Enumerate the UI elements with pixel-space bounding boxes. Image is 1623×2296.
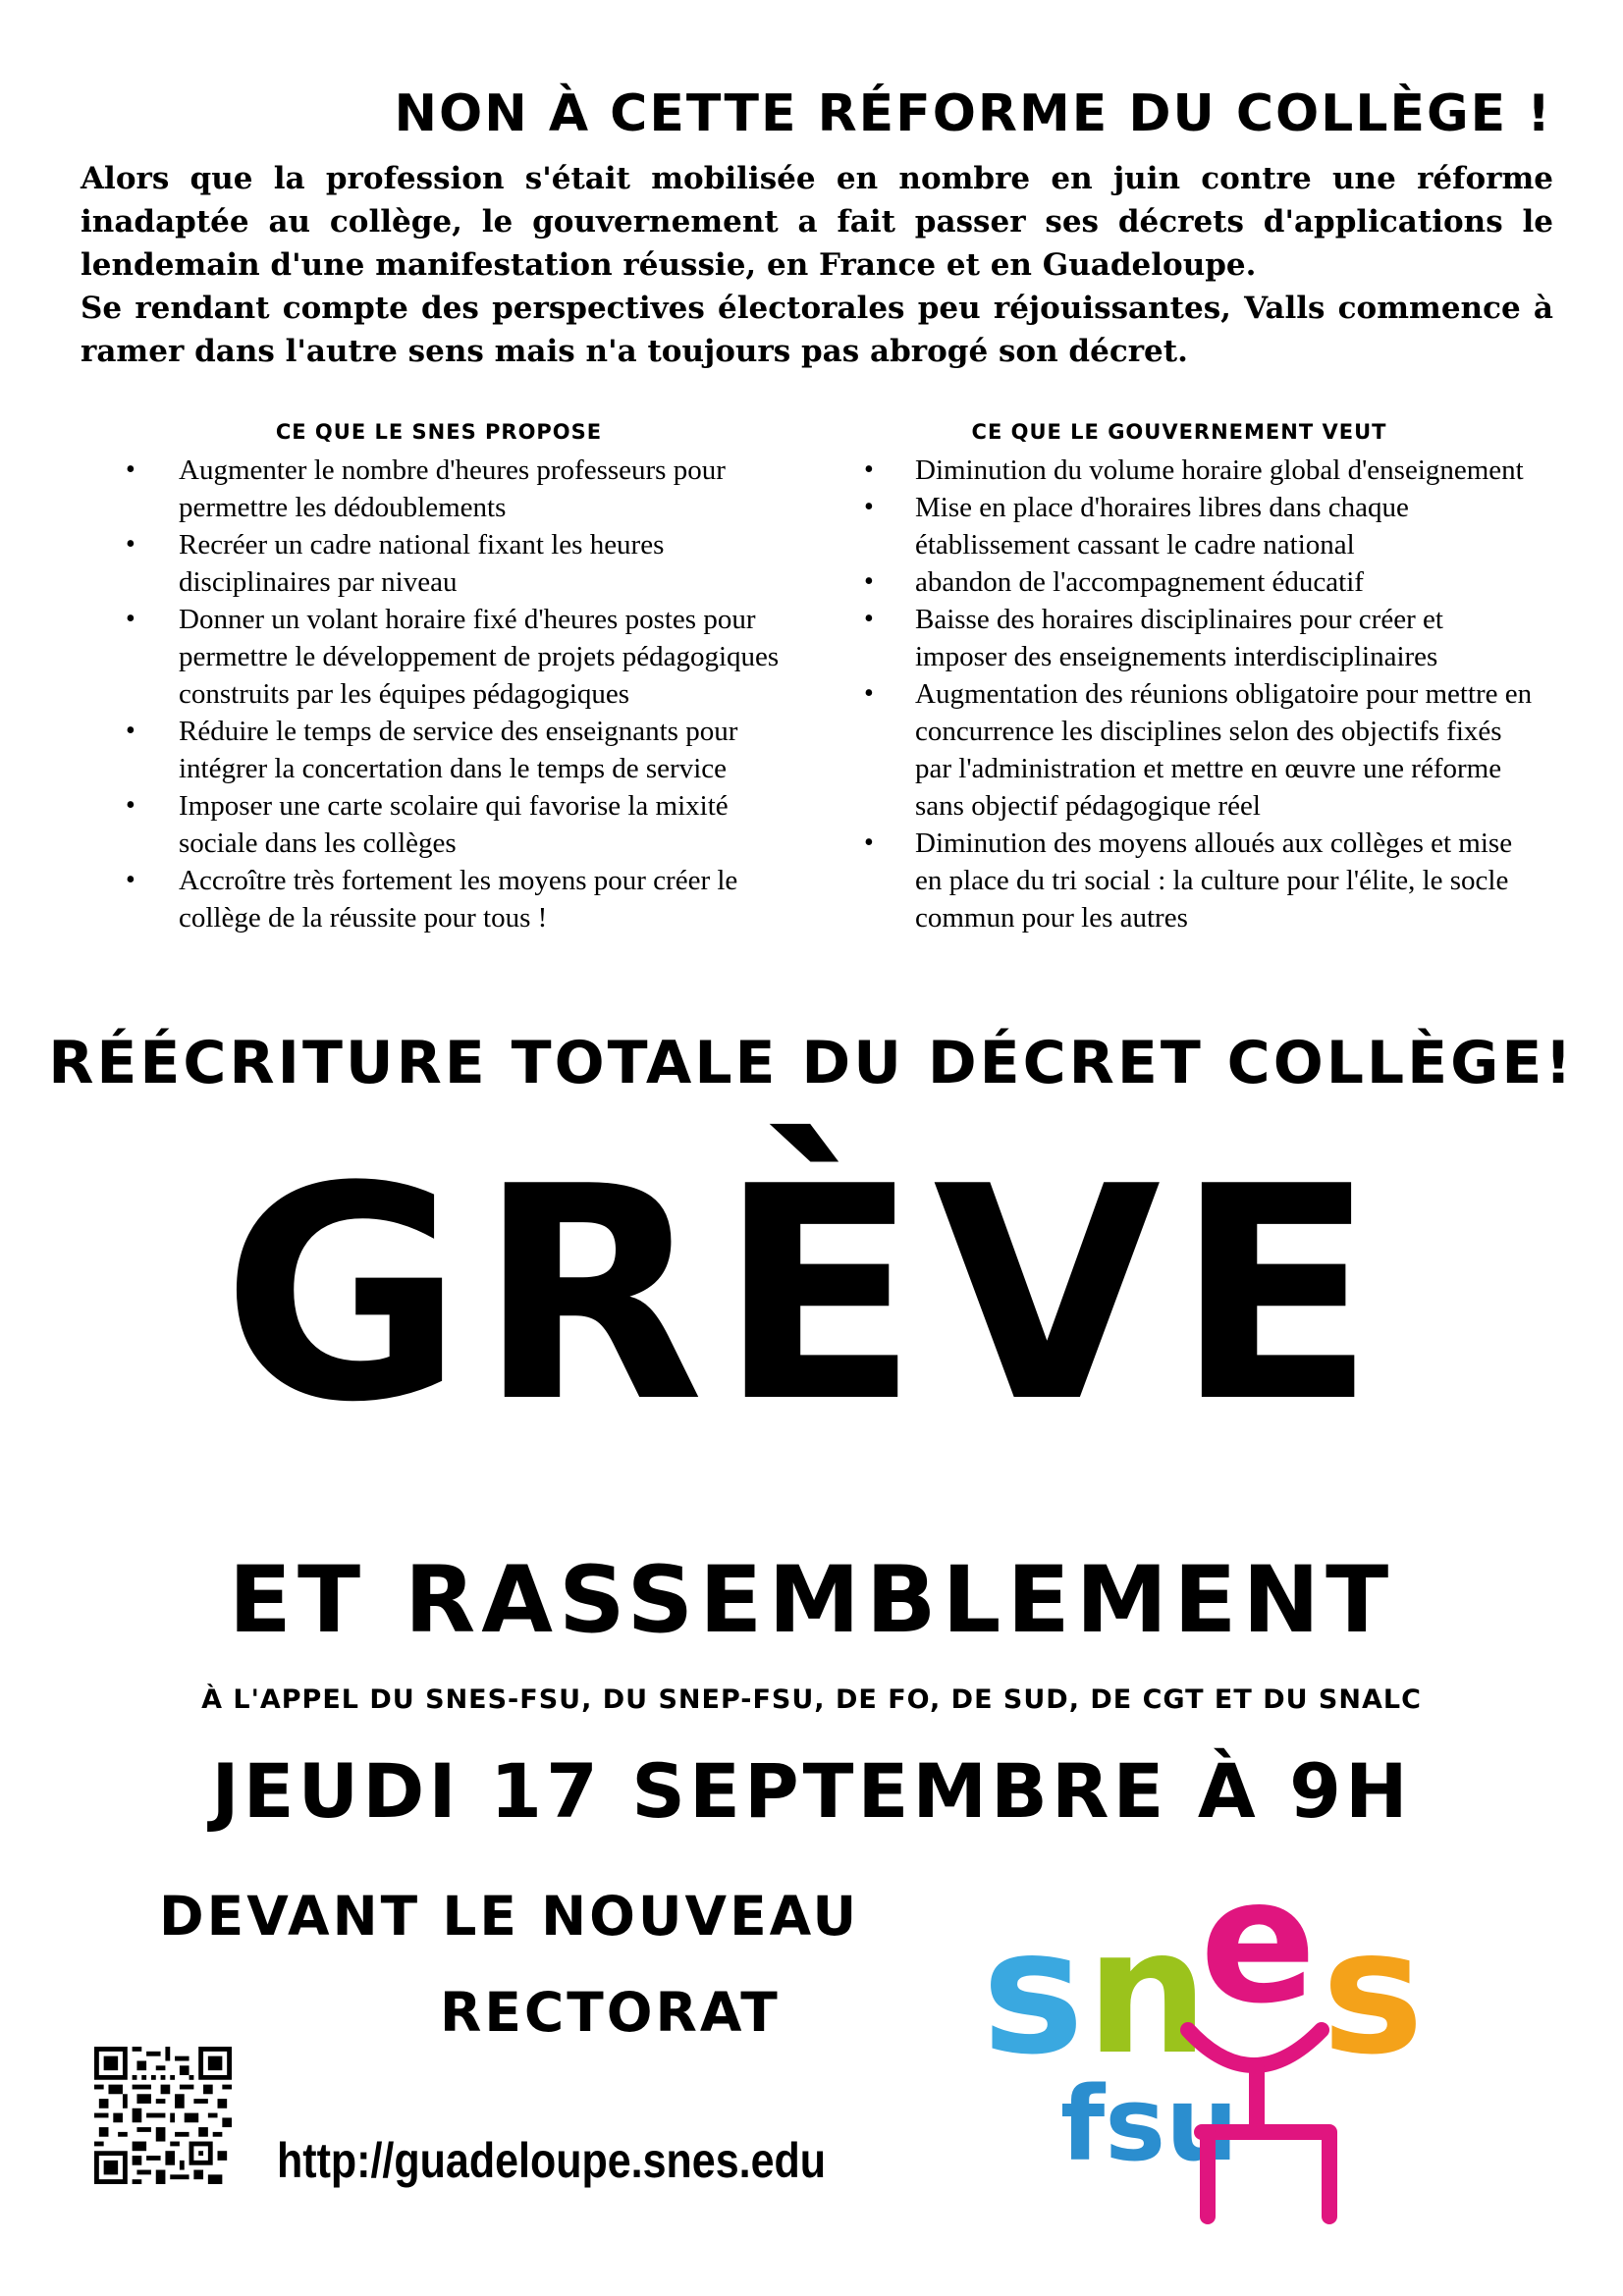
list-item: • Recréer un cadre national fixant les heures disciplinaires par niveau — [81, 526, 797, 601]
government-wants-heading: CE QUE LE GOUVERNEMENT VEUT — [971, 420, 1387, 444]
list-item: • Augmentation des réunions obligatoire pour mettre en concurrence les disciplines selon des objectifs fixés par l'administration et mettre en œuvre une réforme sans objectif pédagogique réel — [821, 675, 1538, 825]
snes-proposals-heading: CE QUE LE SNES PROPOSE — [275, 420, 603, 444]
list-item: • Réduire le temps de service des enseignants pour intégrer la concertation dans le temps de service — [81, 713, 797, 787]
list-item: • Accroître très fortement les moyens pour créer le collège de la réussite pour tous ! — [81, 862, 797, 936]
website-link[interactable]: http://guadeloupe.snes.edu — [277, 2133, 827, 2188]
list-item: • abandon de l'accompagnement éducatif — [821, 563, 1538, 601]
gathering-heading: ET RASSEMBLEMENT — [228, 1547, 1395, 1654]
intro-paragraph-1: Alors que la profession s'était mobilisée en nombre en juin contre une réforme inadaptée au collège, le gouvernement a fait passer ses décrets d'applications le lendemain d'une manifestation réussie, en France et en Guadeloupe. — [81, 161, 1553, 283]
list-item: • Imposer une carte scolaire qui favorise la mixité sociale dans les collèges — [81, 787, 797, 862]
logo-letter-n: n — [1086, 1894, 1209, 2093]
snes-proposals-list — [81, 452, 797, 936]
government-wants-column — [821, 416, 1538, 936]
snes-proposals-column — [81, 416, 797, 936]
list-item: • Donner un volant horaire fixé d'heures postes pour permettre le développement de projets pédagogiques construits par les équipes pédagogiques — [81, 601, 797, 713]
main-title: NON À CETTE RÉFORME DU COLLÈGE ! — [394, 84, 1552, 143]
list-item: • Diminution du volume horaire global d'enseignement — [821, 452, 1538, 489]
event-date: JEUDI 17 SEPTEMBRE À 9H — [211, 1747, 1412, 1835]
qr-code-icon — [94, 2047, 232, 2184]
list-item: • Augmenter le nombre d'heures professeurs pour permettre les dédoublements — [81, 452, 797, 526]
intro-text — [81, 157, 1553, 373]
list-item: • Diminution des moyens alloués aux collèges et mise en place du tri social : la culture pour l'élite, le socle commun pour les autres — [821, 825, 1538, 936]
slogan-heading: RÉÉCRITURE TOTALE DU DÉCRET COLLÈGE! — [48, 1029, 1575, 1097]
list-item: • Mise en place d'horaires libres dans chaque établissement cassant le cadre national — [821, 489, 1538, 563]
strike-heading: GRÈVE — [222, 1124, 1390, 1467]
snes-fsu-logo — [976, 1885, 1506, 2238]
logo-fsu-text: fsu — [1060, 2064, 1239, 2184]
government-wants-list — [821, 452, 1538, 936]
logo-letter-e: e — [1200, 1885, 1317, 2042]
event-place-line-2: RECTORAT — [440, 1981, 781, 2044]
event-place-line-1: DEVANT LE NOUVEAU — [159, 1885, 860, 1948]
logo-letter-s: s — [982, 1894, 1085, 2093]
logo-letter-s: s — [1322, 1894, 1425, 2093]
list-item: • Baisse des horaires disciplinaires pour créer et imposer des enseignements interdisciplinaires — [821, 601, 1538, 675]
intro-paragraph-2: Se rendant compte des perspectives électorales peu réjouissantes, Valls commence à ramer dans l'autre sens mais n'a toujours pas abrogé son décret. — [81, 291, 1553, 369]
union-call-text: À L'APPEL DU SNES-FSU, DU SNEP-FSU, DE FO, DE SUD, DE CGT ET DU SNALC — [201, 1684, 1422, 1715]
